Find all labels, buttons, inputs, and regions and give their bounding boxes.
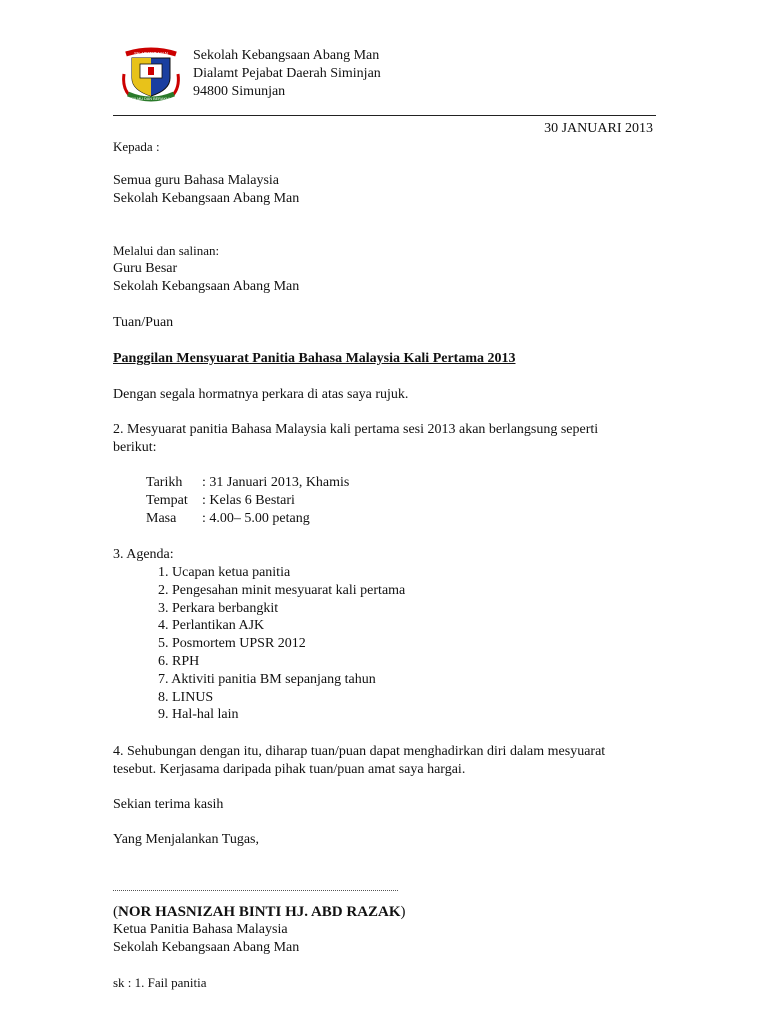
agenda-item: 2. Pengesahan minit mesyuarat kali pertama [158, 583, 406, 598]
header-divider [113, 115, 656, 116]
recipient-line2: Sekolah Kebangsaan Abang Man [113, 191, 300, 206]
paragraph-2-line1: 2. Mesyuarat panitia Bahasa Malaysia kali pertama sesi 2013 akan berlangsung seperti [113, 422, 599, 437]
svg-text:BERILMU DAN BERAKHLAK: BERILMU DAN BERAKHLAK [126, 97, 176, 101]
letter-date: 30 JANUARI 2013 [544, 121, 653, 136]
closing-text: Sekian terima kasih [113, 797, 224, 812]
detail-value-place: : Kelas 6 Bestari [202, 493, 295, 508]
via-line1: Guru Besar [113, 261, 178, 276]
detail-label-place: Tempat [146, 493, 188, 508]
recipient-line1: Semua guru Bahasa Malaysia [113, 173, 280, 188]
signatory-name [113, 903, 406, 921]
signatory-open-paren: ( [113, 904, 118, 920]
cc-note: sk : 1. Fail panitia [113, 975, 207, 990]
agenda-item: 3. Perkara berbangkit [158, 601, 279, 616]
agenda-item: 4. Perlantikan AJK [158, 618, 265, 633]
signature-line [113, 890, 398, 891]
signatory-org: Sekolah Kebangsaan Abang Man [113, 940, 300, 955]
paragraph-4-line2: tesebut. Kerjasama daripada pihak tuan/puan amat saya hargai. [113, 762, 466, 777]
via-label: Melalui dan salinan: [113, 243, 220, 258]
agenda-item: 5. Posmortem UPSR 2012 [158, 636, 306, 651]
school-address-line1: Dialamt Pejabat Daerah Siminjan [193, 66, 381, 81]
signatory-name-text: NOR HASNIZAH BINTI HJ. ABD RAZAK [118, 904, 401, 920]
recipient-label: Kepada : [113, 139, 160, 154]
detail-value-time: : 4.00– 5.00 petang [202, 511, 310, 526]
agenda-item: 1. Ucapan ketua panitia [158, 565, 291, 580]
sign-off: Yang Menjalankan Tugas, [113, 832, 259, 847]
signatory-close-paren: ) [400, 904, 406, 920]
paragraph-1: Dengan segala hormatnya perkara di atas saya rujuk. [113, 387, 409, 402]
detail-label-date: Tarikh [146, 475, 183, 490]
detail-label-time: Masa [146, 511, 177, 526]
school-crest-logo [120, 44, 182, 102]
school-address-line2: 94800 Simunjan [193, 84, 286, 99]
letter-subject: Panggilan Mensyuarat Panitia Bahasa Malaysia Kali Pertama 2013 [113, 351, 516, 366]
svg-text:SK ABANG MAN: SK ABANG MAN [133, 51, 169, 56]
via-line2: Sekolah Kebangsaan Abang Man [113, 279, 300, 294]
paragraph-2-line2: berikut: [113, 440, 157, 455]
agenda-item: 6. RPH [158, 654, 200, 669]
signatory-title: Ketua Panitia Bahasa Malaysia [113, 922, 288, 937]
paragraph-4-line1: 4. Sehubungan dengan itu, diharap tuan/puan dapat menghadirkan diri dalam mesyuarat [113, 744, 606, 759]
agenda-item: 7. Aktiviti panitia BM sepanjang tahun [158, 672, 376, 687]
agenda-item: 8. LINUS [158, 690, 214, 705]
agenda-item: 9. Hal-hal lain [158, 707, 239, 722]
agenda-label: 3. Agenda: [113, 547, 174, 562]
salutation: Tuan/Puan [113, 315, 174, 330]
detail-value-date: : 31 Januari 2013, Khamis [202, 475, 350, 490]
school-name: Sekolah Kebangsaan Abang Man [193, 48, 380, 63]
